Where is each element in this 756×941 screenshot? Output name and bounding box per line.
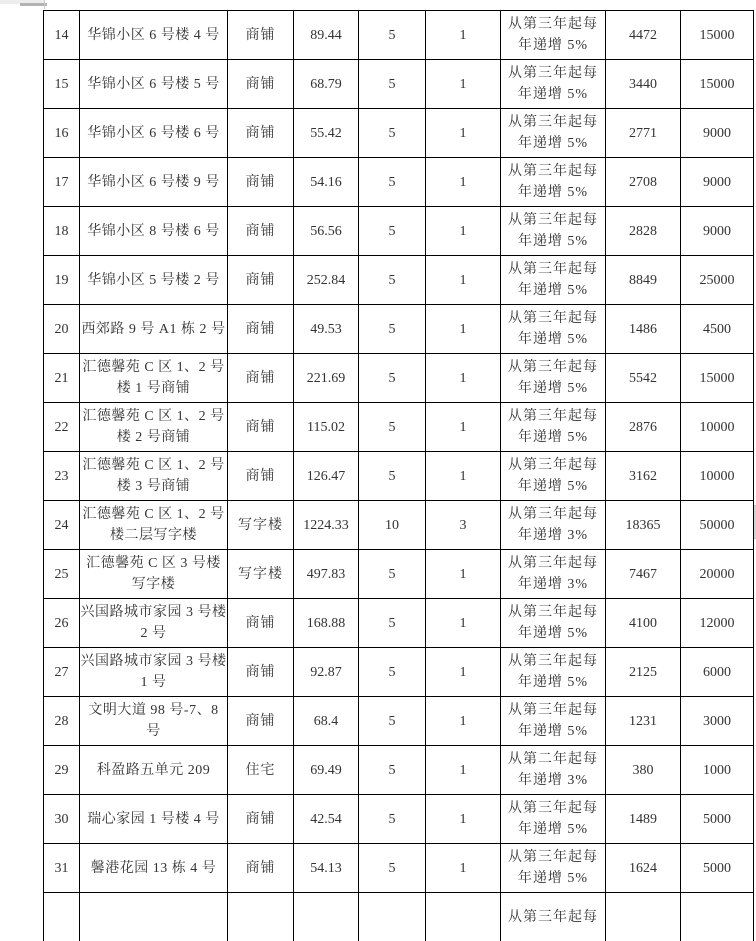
table-row bbox=[44, 697, 754, 746]
cell-col6: 1 bbox=[426, 354, 501, 403]
table-row bbox=[44, 501, 754, 550]
cell-col8: 2771 bbox=[606, 109, 681, 158]
table-row bbox=[44, 158, 754, 207]
cell-col9: 5000 bbox=[681, 844, 754, 893]
cell-area: 56.56 bbox=[294, 207, 359, 256]
cell-escalation: 从第三年起每年递增 5% bbox=[501, 60, 606, 109]
table-row bbox=[44, 11, 754, 60]
cell-col5: 5 bbox=[359, 256, 426, 305]
cell-col9: 50000 bbox=[681, 501, 754, 550]
cell-col6: 1 bbox=[426, 550, 501, 599]
table-row bbox=[44, 403, 754, 452]
table-row bbox=[44, 746, 754, 795]
cell-row-number: 27 bbox=[44, 648, 80, 697]
cell-row-number: 26 bbox=[44, 599, 80, 648]
cell-col5: 10 bbox=[359, 501, 426, 550]
cell-row-number: 18 bbox=[44, 207, 80, 256]
cell-col8: 4100 bbox=[606, 599, 681, 648]
cell-escalation: 从第三年起每年递增 5% bbox=[501, 305, 606, 354]
cell-col8: 5542 bbox=[606, 354, 681, 403]
cell-col9: 9000 bbox=[681, 158, 754, 207]
cell-col8 bbox=[606, 893, 681, 941]
cell-area: 68.79 bbox=[294, 60, 359, 109]
cell-area: 168.88 bbox=[294, 599, 359, 648]
cell-col5: 5 bbox=[359, 550, 426, 599]
cell-escalation: 从第三年起每年递增 5% bbox=[501, 158, 606, 207]
cell-escalation: 从第三年起每 bbox=[501, 893, 606, 941]
cell-escalation: 从第三年起每年递增 5% bbox=[501, 599, 606, 648]
cell-row-number: 21 bbox=[44, 354, 80, 403]
cell-col5: 5 bbox=[359, 697, 426, 746]
cell-property-type bbox=[228, 893, 294, 941]
cell-col6: 1 bbox=[426, 452, 501, 501]
cell-col5: 5 bbox=[359, 795, 426, 844]
cell-row-number: 16 bbox=[44, 109, 80, 158]
cell-escalation: 从第三年起每年递增 5% bbox=[501, 697, 606, 746]
cell-property-type: 商铺 bbox=[228, 452, 294, 501]
cell-col9 bbox=[681, 893, 754, 941]
cell-property-type: 商铺 bbox=[228, 648, 294, 697]
cell-address: 华锦小区 6 号楼 6 号 bbox=[80, 109, 228, 158]
cell-escalation: 从第三年起每年递增 5% bbox=[501, 795, 606, 844]
table-row bbox=[44, 354, 754, 403]
cell-escalation: 从第三年起每年递增 3% bbox=[501, 501, 606, 550]
cell-row-number: 22 bbox=[44, 403, 80, 452]
table-row bbox=[44, 60, 754, 109]
cell-col8: 1624 bbox=[606, 844, 681, 893]
cell-property-type: 商铺 bbox=[228, 158, 294, 207]
cell-row-number: 30 bbox=[44, 795, 80, 844]
cell-col8: 3162 bbox=[606, 452, 681, 501]
cell-area: 42.54 bbox=[294, 795, 359, 844]
cell-property-type: 住宅 bbox=[228, 746, 294, 795]
cell-property-type: 商铺 bbox=[228, 256, 294, 305]
cell-col6: 1 bbox=[426, 795, 501, 844]
cell-address: 汇德馨苑 C 区 1、2 号楼 2 号商铺 bbox=[80, 403, 228, 452]
cell-area bbox=[294, 893, 359, 941]
cell-col8: 2708 bbox=[606, 158, 681, 207]
cell-address: 华锦小区 8 号楼 6 号 bbox=[80, 207, 228, 256]
table-row bbox=[44, 207, 754, 256]
cell-area: 55.42 bbox=[294, 109, 359, 158]
cell-address: 瑞心家园 1 号楼 4 号 bbox=[80, 795, 228, 844]
cell-col8: 4472 bbox=[606, 11, 681, 60]
cell-area: 1224.33 bbox=[294, 501, 359, 550]
cell-address: 汇德馨苑 C 区 3 号楼写字楼 bbox=[80, 550, 228, 599]
cell-area: 69.49 bbox=[294, 746, 359, 795]
cell-col9: 15000 bbox=[681, 60, 754, 109]
cell-area: 252.84 bbox=[294, 256, 359, 305]
cell-row-number bbox=[44, 893, 80, 941]
cell-col8: 380 bbox=[606, 746, 681, 795]
cell-area: 126.47 bbox=[294, 452, 359, 501]
cell-col5: 5 bbox=[359, 11, 426, 60]
cell-col6: 1 bbox=[426, 844, 501, 893]
lease-table bbox=[43, 10, 754, 941]
cell-col9: 20000 bbox=[681, 550, 754, 599]
cell-col8: 2125 bbox=[606, 648, 681, 697]
cell-col9: 10000 bbox=[681, 403, 754, 452]
cell-col8: 1489 bbox=[606, 795, 681, 844]
cell-col9: 6000 bbox=[681, 648, 754, 697]
cell-address: 西郊路 9 号 A1 栋 2 号 bbox=[80, 305, 228, 354]
cell-row-number: 31 bbox=[44, 844, 80, 893]
cell-col9: 9000 bbox=[681, 109, 754, 158]
cell-col5: 5 bbox=[359, 158, 426, 207]
cell-col6: 1 bbox=[426, 697, 501, 746]
cell-col6: 3 bbox=[426, 501, 501, 550]
table-body bbox=[44, 11, 754, 941]
cell-col9: 3000 bbox=[681, 697, 754, 746]
cell-col5: 5 bbox=[359, 746, 426, 795]
cell-address: 汇德馨苑 C 区 1、2 号楼 3 号商铺 bbox=[80, 452, 228, 501]
cell-address: 汇德馨苑 C 区 1、2 号楼 1 号商铺 bbox=[80, 354, 228, 403]
cell-col8: 2828 bbox=[606, 207, 681, 256]
cell-address: 文明大道 98 号-7、8 号 bbox=[80, 697, 228, 746]
cell-col8: 18365 bbox=[606, 501, 681, 550]
table-row bbox=[44, 452, 754, 501]
cell-col5: 5 bbox=[359, 599, 426, 648]
cell-col9: 15000 bbox=[681, 354, 754, 403]
cell-property-type: 商铺 bbox=[228, 599, 294, 648]
cell-escalation: 从第三年起每年递增 5% bbox=[501, 256, 606, 305]
cell-row-number: 28 bbox=[44, 697, 80, 746]
cell-row-number: 29 bbox=[44, 746, 80, 795]
cell-area: 497.83 bbox=[294, 550, 359, 599]
cell-col6 bbox=[426, 893, 501, 941]
table-viewport bbox=[43, 10, 755, 910]
cell-col6: 1 bbox=[426, 599, 501, 648]
cell-col9: 4500 bbox=[681, 305, 754, 354]
cell-address: 华锦小区 6 号楼 5 号 bbox=[80, 60, 228, 109]
cell-area: 54.16 bbox=[294, 158, 359, 207]
cell-col8: 8849 bbox=[606, 256, 681, 305]
cell-col5: 5 bbox=[359, 60, 426, 109]
cell-col5 bbox=[359, 893, 426, 941]
cell-address: 兴国路城市家园 3 号楼 1 号 bbox=[80, 648, 228, 697]
cell-area: 221.69 bbox=[294, 354, 359, 403]
table-row bbox=[44, 256, 754, 305]
cell-col9: 12000 bbox=[681, 599, 754, 648]
cell-row-number: 24 bbox=[44, 501, 80, 550]
cell-row-number: 23 bbox=[44, 452, 80, 501]
cell-property-type: 商铺 bbox=[228, 305, 294, 354]
cell-col5: 5 bbox=[359, 305, 426, 354]
cell-property-type: 商铺 bbox=[228, 60, 294, 109]
table-row bbox=[44, 795, 754, 844]
cell-escalation: 从第三年起每年递增 5% bbox=[501, 648, 606, 697]
cell-escalation: 从第三年起每年递增 3% bbox=[501, 550, 606, 599]
cell-col6: 1 bbox=[426, 11, 501, 60]
cell-area: 92.87 bbox=[294, 648, 359, 697]
top-edge-tick bbox=[44, 0, 45, 9]
cell-col6: 1 bbox=[426, 158, 501, 207]
cell-property-type: 商铺 bbox=[228, 403, 294, 452]
table-row-partial bbox=[44, 893, 754, 941]
cell-property-type: 商铺 bbox=[228, 697, 294, 746]
cell-col8: 2876 bbox=[606, 403, 681, 452]
cell-address: 华锦小区 5 号楼 2 号 bbox=[80, 256, 228, 305]
cell-escalation: 从第二年起每年递增 3% bbox=[501, 746, 606, 795]
table-row bbox=[44, 550, 754, 599]
cell-property-type: 商铺 bbox=[228, 354, 294, 403]
cell-address: 华锦小区 6 号楼 9 号 bbox=[80, 158, 228, 207]
table-row bbox=[44, 599, 754, 648]
cell-row-number: 17 bbox=[44, 158, 80, 207]
cell-escalation: 从第三年起每年递增 5% bbox=[501, 207, 606, 256]
cell-escalation: 从第三年起每年递增 5% bbox=[501, 11, 606, 60]
cell-address bbox=[80, 893, 228, 941]
cell-address: 馨港花园 13 栋 4 号 bbox=[80, 844, 228, 893]
cell-col8: 3440 bbox=[606, 60, 681, 109]
cell-col8: 1231 bbox=[606, 697, 681, 746]
cell-col9: 10000 bbox=[681, 452, 754, 501]
cell-property-type: 商铺 bbox=[228, 844, 294, 893]
cell-col6: 1 bbox=[426, 60, 501, 109]
top-edge-artifact-dark bbox=[20, 3, 47, 6]
cell-escalation: 从第三年起每年递增 5% bbox=[501, 354, 606, 403]
cell-area: 54.13 bbox=[294, 844, 359, 893]
cell-col5: 5 bbox=[359, 354, 426, 403]
cell-address: 华锦小区 6 号楼 4 号 bbox=[80, 11, 228, 60]
cell-col8: 1486 bbox=[606, 305, 681, 354]
cell-col6: 1 bbox=[426, 746, 501, 795]
cell-escalation: 从第三年起每年递增 5% bbox=[501, 109, 606, 158]
cell-col5: 5 bbox=[359, 452, 426, 501]
cell-escalation: 从第三年起每年递增 5% bbox=[501, 452, 606, 501]
cell-col5: 5 bbox=[359, 403, 426, 452]
cell-row-number: 19 bbox=[44, 256, 80, 305]
cell-col9: 5000 bbox=[681, 795, 754, 844]
cell-area: 89.44 bbox=[294, 11, 359, 60]
cell-col6: 1 bbox=[426, 403, 501, 452]
cell-escalation: 从第三年起每年递增 5% bbox=[501, 844, 606, 893]
cell-col5: 5 bbox=[359, 648, 426, 697]
cell-col6: 1 bbox=[426, 207, 501, 256]
cell-property-type: 写字楼 bbox=[228, 550, 294, 599]
cell-row-number: 15 bbox=[44, 60, 80, 109]
cell-col5: 5 bbox=[359, 109, 426, 158]
table-row bbox=[44, 844, 754, 893]
cell-col9: 15000 bbox=[681, 11, 754, 60]
cell-property-type: 写字楼 bbox=[228, 501, 294, 550]
table-row bbox=[44, 648, 754, 697]
cell-property-type: 商铺 bbox=[228, 795, 294, 844]
cell-area: 49.53 bbox=[294, 305, 359, 354]
cell-area: 68.4 bbox=[294, 697, 359, 746]
table-row bbox=[44, 109, 754, 158]
table-row bbox=[44, 305, 754, 354]
cell-row-number: 25 bbox=[44, 550, 80, 599]
cell-property-type: 商铺 bbox=[228, 207, 294, 256]
cell-property-type: 商铺 bbox=[228, 11, 294, 60]
cell-escalation: 从第三年起每年递增 5% bbox=[501, 403, 606, 452]
cell-col5: 5 bbox=[359, 207, 426, 256]
cell-area: 115.02 bbox=[294, 403, 359, 452]
cell-col6: 1 bbox=[426, 256, 501, 305]
cell-col9: 1000 bbox=[681, 746, 754, 795]
cell-col5: 5 bbox=[359, 844, 426, 893]
cell-address: 科盈路五单元 209 bbox=[80, 746, 228, 795]
cell-row-number: 14 bbox=[44, 11, 80, 60]
cell-col6: 1 bbox=[426, 109, 501, 158]
cell-address: 兴国路城市家园 3 号楼 2 号 bbox=[80, 599, 228, 648]
cell-col9: 9000 bbox=[681, 207, 754, 256]
cell-col6: 1 bbox=[426, 305, 501, 354]
cell-col6: 1 bbox=[426, 648, 501, 697]
cell-col8: 7467 bbox=[606, 550, 681, 599]
cell-col9: 25000 bbox=[681, 256, 754, 305]
cell-property-type: 商铺 bbox=[228, 109, 294, 158]
cell-address: 汇德馨苑 C 区 1、2 号楼二层写字楼 bbox=[80, 501, 228, 550]
cell-row-number: 20 bbox=[44, 305, 80, 354]
